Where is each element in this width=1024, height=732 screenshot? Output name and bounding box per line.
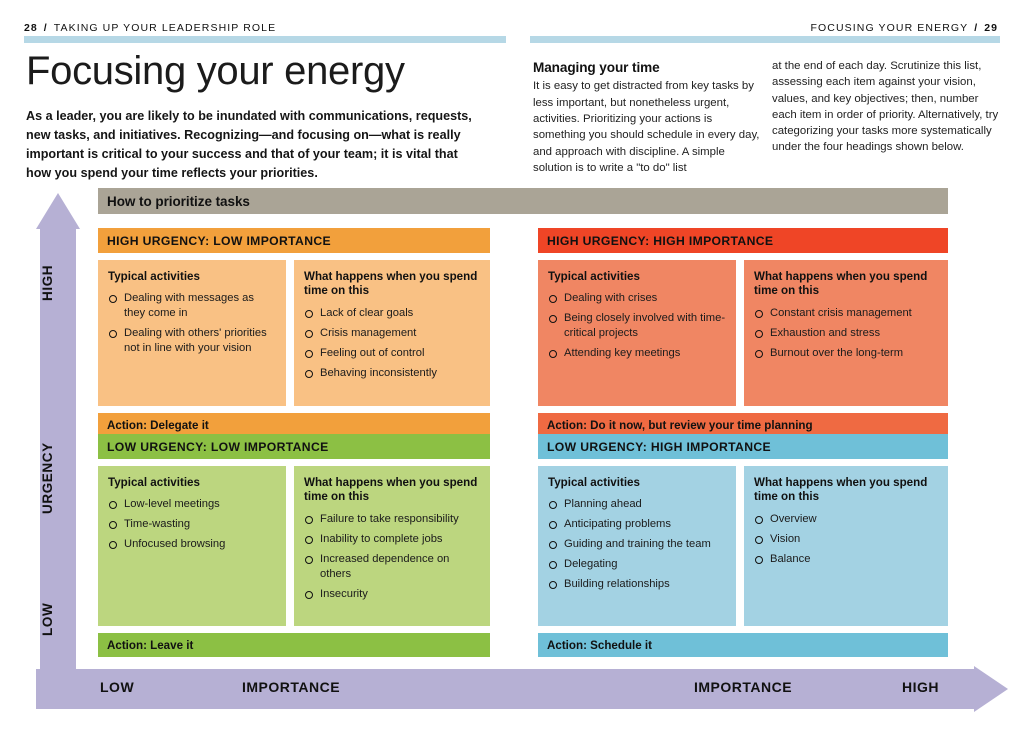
consequences-list [754, 306, 938, 361]
consequences-card-title: What happens when you spend time on this [304, 476, 478, 504]
folio-separator-right: / [974, 22, 979, 34]
list-item: Insecurity [304, 587, 480, 602]
activities-list [108, 291, 276, 356]
running-head-left [24, 22, 276, 34]
activities-card-title: Typical activities [108, 476, 200, 489]
quadrant-header: LOW URGENCY: LOW IMPORTANCE [98, 434, 490, 459]
consequences-card-title: What happens when you spend time on this [754, 476, 928, 504]
list-item: Time-wasting [108, 517, 276, 532]
body-column-1-text: It is easy to get distracted from key tasks by less important, but nonetheless urgent, activities. Prioritizing your actions is something you should schedule in every day, and approach with discipline. A simple solution is to write a "to do" list [533, 80, 760, 174]
priority-matrix [0, 188, 1024, 695]
list-item: Unfocused browsing [108, 537, 276, 552]
consequences-card [294, 260, 490, 406]
quadrant-header: LOW URGENCY: HIGH IMPORTANCE [538, 434, 948, 459]
activities-list [108, 497, 276, 552]
importance-axis-label-low: LOW [100, 679, 135, 695]
consequences-card-title: What happens when you spend time on this [754, 270, 928, 298]
consequences-list [754, 512, 938, 567]
list-item: Low-level meetings [108, 497, 276, 512]
list-item: Delegating [548, 557, 726, 572]
activities-list [548, 291, 726, 361]
body-column-1-heading: Managing your time [533, 60, 660, 75]
diagram-banner [98, 188, 948, 214]
list-item: Behaving inconsistently [304, 366, 480, 381]
standfirst-paragraph: As a leader, you are likely to be inundated with communications, requests, new tasks, and initiatives. Recognizing—and focusing on—what is really important is critical to your success and that of your team; it is vital that how you spend your time reflects your priorities. [26, 109, 472, 181]
quadrant-high-urgency-low-importance [98, 228, 490, 437]
running-head-right [811, 22, 999, 34]
consequences-card [744, 466, 948, 626]
list-item: Overview [754, 512, 938, 527]
importance-axis-arrowhead-icon [974, 666, 1008, 712]
folio-left: 28 [24, 22, 38, 34]
list-item: Anticipating problems [548, 517, 726, 532]
urgency-axis-label-name: URGENCY [40, 442, 55, 514]
list-item: Increased dependence on others [304, 552, 480, 582]
quadrant-low-urgency-low-importance [98, 434, 490, 657]
list-item: Attending key meetings [548, 346, 726, 361]
urgency-axis [36, 193, 80, 673]
body-column-2 [772, 58, 1000, 156]
activities-card-title: Typical activities [108, 270, 200, 283]
list-item: Constant crisis management [754, 306, 938, 321]
consequences-card [294, 466, 490, 626]
running-head-title-right: FOCUSING YOUR ENERGY [810, 22, 969, 34]
quadrant-action: Action: Leave it [98, 633, 490, 657]
list-item: Inability to complete jobs [304, 532, 480, 547]
list-item: Lack of clear goals [304, 306, 480, 321]
list-item: Burnout over the long-term [754, 346, 938, 361]
quadrant-action: Action: Do it now, but review your time planning [538, 413, 948, 437]
quadrant-cards [98, 466, 490, 626]
list-item: Crisis management [304, 326, 480, 341]
header-rule-left [24, 36, 506, 43]
importance-axis-shaft [36, 669, 974, 709]
urgency-axis-arrowhead-icon [36, 193, 80, 229]
activities-list [548, 497, 726, 591]
list-item: Dealing with messages as they come in [108, 291, 276, 321]
running-head-title-left: TAKING UP YOUR LEADERSHIP ROLE [53, 22, 277, 34]
list-item: Planning ahead [548, 497, 726, 512]
list-item: Building relationships [548, 577, 726, 592]
diagram-banner-label: How to prioritize tasks [107, 193, 250, 209]
quadrant-action: Action: Schedule it [538, 633, 948, 657]
quadrant-header: HIGH URGENCY: HIGH IMPORTANCE [538, 228, 948, 253]
consequences-card [744, 260, 948, 406]
quadrant-header: HIGH URGENCY: LOW IMPORTANCE [98, 228, 490, 253]
list-item: Feeling out of control [304, 346, 480, 361]
body-column-2-text: at the end of each day. Scrutinize this list, assessing each item against your vision, values, and key objectives; then, number each item in order of priority. Alternatively, try categorizing your tasks more systematically under the four headings shown below. [772, 60, 999, 154]
list-item: Balance [754, 552, 938, 567]
list-item: Dealing with others' priorities not in line with your vision [108, 326, 276, 356]
importance-axis-label-name-right: IMPORTANCE [694, 679, 793, 695]
quadrant-high-urgency-high-importance [538, 228, 948, 437]
page-title: Focusing your energy [26, 49, 405, 93]
consequences-card-title: What happens when you spend time on this [304, 270, 478, 298]
urgency-axis-label-high: HIGH [40, 264, 55, 302]
quadrant-cards [98, 260, 490, 406]
quadrant-low-urgency-high-importance [538, 434, 948, 657]
activities-card [538, 260, 736, 406]
activities-card-title: Typical activities [548, 476, 640, 489]
importance-axis-label-high: HIGH [902, 679, 939, 695]
list-item: Dealing with crises [548, 291, 726, 306]
activities-card-title: Typical activities [548, 270, 640, 283]
activities-card [538, 466, 736, 626]
list-item: Failure to take responsibility [304, 512, 480, 527]
list-item: Being closely involved with time-critical projects [548, 311, 726, 341]
activities-card [98, 260, 286, 406]
quadrant-cards [538, 466, 948, 626]
urgency-axis-label-low: LOW [40, 602, 55, 636]
activities-card [98, 466, 286, 626]
list-item: Exhaustion and stress [754, 326, 938, 341]
list-item: Vision [754, 532, 938, 547]
importance-axis [36, 666, 1008, 712]
body-column-1 [533, 58, 761, 176]
list-item: Guiding and training the team [548, 537, 726, 552]
folio-right: 29 [984, 22, 998, 34]
quadrant-action: Action: Delegate it [98, 413, 490, 437]
header-rule-right [530, 36, 1000, 43]
folio-separator-left: / [43, 22, 48, 34]
importance-axis-label-name-left: IMPORTANCE [242, 679, 341, 695]
consequences-list [304, 306, 480, 381]
consequences-list [304, 512, 480, 601]
quadrant-cards [538, 260, 948, 406]
